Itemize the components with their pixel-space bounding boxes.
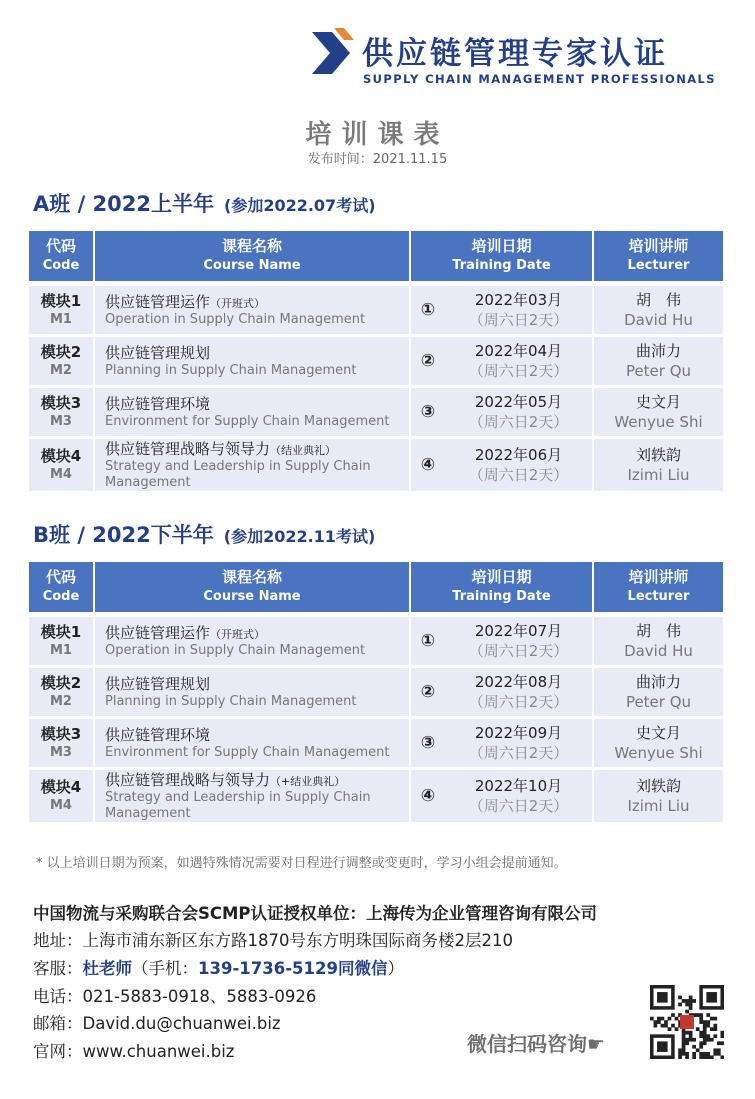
header-name-cn: 课程名称: [221, 568, 282, 586]
module-code: [29, 716, 95, 767]
module-code-en: M3: [50, 414, 72, 429]
training-date: [411, 665, 594, 716]
header-code-cn: 代码: [45, 568, 76, 586]
module-code: [29, 436, 95, 491]
lecturer-name-cn: 曲沛力: [635, 342, 681, 360]
course-name: [95, 334, 411, 385]
table-row: [29, 665, 723, 716]
table-row: [29, 716, 723, 767]
header-training-date: [411, 231, 594, 283]
address: 地址：上海市浦东新区东方路1870号东方明珠国际商务楼2层210: [33, 931, 513, 950]
training-date: [411, 283, 594, 334]
header-name-cn: 课程名称: [221, 237, 282, 255]
module-code: [29, 767, 95, 822]
module-code-cn: 模块1: [40, 292, 82, 310]
course-name-cn: 供应链管理规划: [105, 344, 211, 362]
training-date: [411, 385, 594, 436]
lecturer-name-en: David Hu: [624, 311, 693, 329]
module-code-cn: 模块1: [40, 623, 82, 641]
session-number: ①: [420, 300, 436, 320]
training-duration: （周六日2天）: [468, 362, 569, 380]
qr-code-icon: [650, 985, 724, 1059]
module-code: [29, 283, 95, 334]
module-code-cn: 模块3: [40, 394, 82, 412]
session-number: ③: [420, 402, 436, 422]
header-date-en: Training Date: [452, 589, 551, 604]
course-name-cn: 供应链管理环境: [105, 395, 211, 413]
training-duration: （周六日2天）: [468, 642, 569, 660]
course-name-en: Operation in Supply Chain Management: [105, 643, 366, 658]
course-name: [95, 436, 411, 491]
training-date: [411, 614, 594, 665]
logo-title-en: SUPPLY CHAIN MANAGEMENT PROFESSIONALS: [363, 72, 716, 86]
training-duration: （周六日2天）: [468, 797, 569, 815]
course-name-en: Environment for Supply Chain Management: [105, 414, 390, 429]
table-row: [29, 334, 723, 385]
email[interactable]: 邮箱：David.du@chuanwei.biz: [33, 1014, 281, 1033]
course-name: [95, 767, 411, 822]
lecturer-name-en: Izimi Liu: [627, 466, 690, 484]
header-name-en: Course Name: [203, 258, 301, 273]
class-a-title: [33, 188, 376, 218]
training-date: [411, 716, 594, 767]
training-month: 2022年07月: [474, 622, 563, 640]
module-code-en: M2: [50, 363, 72, 378]
training-date: [411, 767, 594, 822]
module-code-en: M1: [50, 643, 72, 658]
lecturer-name-en: Wenyue Shi: [614, 744, 703, 762]
lecturer-name-cn: 胡 伟: [635, 291, 681, 309]
course-name: [95, 665, 411, 716]
training-month: 2022年04月: [474, 342, 563, 360]
table-row: [29, 614, 723, 665]
lecturer-name-en: Peter Qu: [625, 693, 692, 711]
course-name: [95, 283, 411, 334]
course-name-cn: 供应链管理战略与领导力: [105, 440, 271, 458]
course-name: [95, 614, 411, 665]
date-block: [445, 392, 592, 432]
class-b-title: [33, 519, 375, 549]
course-name: [95, 385, 411, 436]
publish-date: 发布时间：2021.11.15: [307, 152, 448, 167]
class-a-rows: [29, 283, 723, 491]
course-name-note: （结业典礼）: [270, 444, 337, 457]
lecturer-name-en: David Hu: [624, 642, 693, 660]
training-duration: （周六日2天）: [468, 693, 569, 711]
training-month: 2022年10月: [474, 777, 563, 795]
lecturer: [594, 385, 723, 436]
training-month: 2022年03月: [474, 291, 563, 309]
module-code: [29, 614, 95, 665]
session-number: ②: [420, 682, 436, 702]
website[interactable]: 官网：www.chuanwei.biz: [33, 1042, 235, 1061]
training-month: 2022年09月: [474, 724, 563, 742]
header-code-cn: 代码: [45, 237, 76, 255]
lecturer-name-cn: 刘轶韵: [635, 446, 681, 464]
training-date: [411, 436, 594, 491]
class-a-table: [29, 231, 723, 491]
lecturer-name-cn: 曲沛力: [635, 673, 681, 691]
module-code: [29, 385, 95, 436]
course-name-en: Planning in Supply Chain Management: [105, 363, 357, 378]
training-duration: （周六日2天）: [468, 744, 569, 762]
module-code: [29, 334, 95, 385]
table-header-row: [29, 231, 723, 283]
class-a-title-text: A班 / 2022上半年: [33, 192, 214, 216]
training-duration: （周六日2天）: [468, 311, 569, 329]
course-name-cn: 供应链管理环境: [105, 726, 211, 744]
lecturer-name-en: Peter Qu: [625, 362, 692, 380]
header-course-name: [95, 562, 411, 614]
date-block: [445, 672, 592, 712]
session-number: ②: [420, 351, 436, 371]
lecturer-name-cn: 史文月: [635, 724, 681, 742]
date-block: [445, 341, 592, 381]
training-month: 2022年08月: [474, 673, 563, 691]
module-code-en: M2: [50, 694, 72, 709]
date-block: [445, 621, 592, 661]
class-a-note: (参加2022.07考试): [224, 196, 376, 215]
lecturer-name-cn: 刘轶韵: [635, 777, 681, 795]
wechat-scan-label: 微信扫码咨询☛: [467, 1032, 605, 1056]
module-code-cn: 模块4: [40, 778, 82, 796]
header-lecturer-en: Lecturer: [627, 258, 690, 273]
course-name-en: Strategy and Leadership in Supply Chain Management: [105, 459, 371, 490]
date-block: [445, 290, 592, 330]
course-name: [95, 716, 411, 767]
course-name-cn: 供应链管理运作: [105, 624, 211, 642]
service-phone[interactable]: 139-1736-5129同微信: [198, 959, 388, 978]
session-number: ①: [420, 631, 436, 651]
header-lecturer-cn: 培训讲师: [628, 568, 689, 586]
phone: 电话：021-5883-0918、5883-0926: [33, 987, 317, 1006]
training-duration: （周六日2天）: [468, 466, 569, 484]
lecturer: [594, 767, 723, 822]
course-name-note: （开班式）: [210, 628, 266, 641]
schedule-footnote: * 以上培训日期为预案，如遇特殊情况需要对日程进行调整或变更时，学习小组会提前通知。: [36, 856, 567, 871]
course-name-en: Environment for Supply Chain Management: [105, 745, 390, 760]
header-lecturer-cn: 培训讲师: [628, 237, 689, 255]
page-title: 培训课表: [305, 120, 450, 150]
training-month: 2022年05月: [474, 393, 563, 411]
date-block: [445, 776, 592, 816]
service-phone-suffix: ）: [387, 959, 404, 978]
course-name-en: Operation in Supply Chain Management: [105, 312, 366, 327]
table-row: [29, 436, 723, 491]
header-date-cn: 培训日期: [471, 568, 532, 586]
module-code-en: M1: [50, 312, 72, 327]
header-date-en: Training Date: [452, 258, 551, 273]
header-course-name: [95, 231, 411, 283]
course-name-note: （开班式）: [210, 297, 266, 310]
class-b-note: (参加2022.11考试): [223, 527, 376, 546]
lecturer: [594, 436, 723, 491]
header-training-date: [411, 562, 594, 614]
module-code-en: M3: [50, 745, 72, 760]
table-row: [29, 385, 723, 436]
header-name-en: Course Name: [203, 589, 301, 604]
module-code-cn: 模块2: [40, 674, 82, 692]
class-b-title-text: B班 / 2022下半年: [33, 523, 214, 547]
chevron-logo-icon: [310, 28, 356, 78]
header-code-en: Code: [42, 258, 80, 273]
course-name-cn: 供应链管理战略与领导力: [105, 771, 271, 789]
lecturer-name-en: Wenyue Shi: [614, 413, 703, 431]
course-name-note: （+结业典礼）: [270, 775, 346, 788]
service-label: 客服：: [33, 959, 83, 978]
date-block: [445, 723, 592, 763]
lecturer: [594, 665, 723, 716]
course-name-cn: 供应链管理规划: [105, 675, 211, 693]
course-name-en: Planning in Supply Chain Management: [105, 694, 357, 709]
training-duration: （周六日2天）: [468, 413, 569, 431]
class-b-rows: [29, 614, 723, 822]
header-code-en: Code: [42, 589, 80, 604]
logo: [310, 26, 730, 90]
training-month: 2022年06月: [474, 446, 563, 464]
module-code-cn: 模块2: [40, 343, 82, 361]
header-lecturer: [594, 231, 723, 283]
table-row: [29, 283, 723, 334]
header-code: [29, 231, 95, 283]
header-code: [29, 562, 95, 614]
module-code-cn: 模块3: [40, 725, 82, 743]
training-date: [411, 334, 594, 385]
table-header-row: [29, 562, 723, 614]
table-row: [29, 767, 723, 822]
lecturer: [594, 283, 723, 334]
service-name: 杜老师: [82, 959, 132, 978]
lecturer: [594, 614, 723, 665]
class-b-table: [29, 562, 723, 822]
lecturer-name-en: Izimi Liu: [627, 797, 690, 815]
lecturer-name-cn: 史文月: [635, 393, 681, 411]
lecturer: [594, 334, 723, 385]
module-code-cn: 模块4: [40, 447, 82, 465]
header-lecturer-en: Lecturer: [627, 589, 690, 604]
course-name-cn: 供应链管理运作: [105, 293, 211, 311]
lecturer: [594, 716, 723, 767]
date-block: [445, 445, 592, 485]
session-number: ④: [420, 786, 436, 806]
course-name-en: Strategy and Leadership in Supply Chain Management: [105, 790, 371, 821]
session-number: ③: [420, 733, 436, 753]
session-number: ④: [420, 455, 436, 475]
module-code: [29, 665, 95, 716]
service-phone-prefix: （手机：: [132, 959, 198, 978]
module-code-en: M4: [50, 798, 72, 813]
lecturer-name-cn: 胡 伟: [635, 622, 681, 640]
logo-title-cn: 供应链管理专家认证: [362, 36, 668, 72]
customer-service: [33, 955, 404, 979]
header-lecturer: [594, 562, 723, 614]
module-code-en: M4: [50, 467, 72, 482]
header-date-cn: 培训日期: [471, 237, 532, 255]
authorized-org: 中国物流与采购联合会SCMP认证授权单位：上海传为企业管理咨询有限公司: [33, 904, 598, 923]
